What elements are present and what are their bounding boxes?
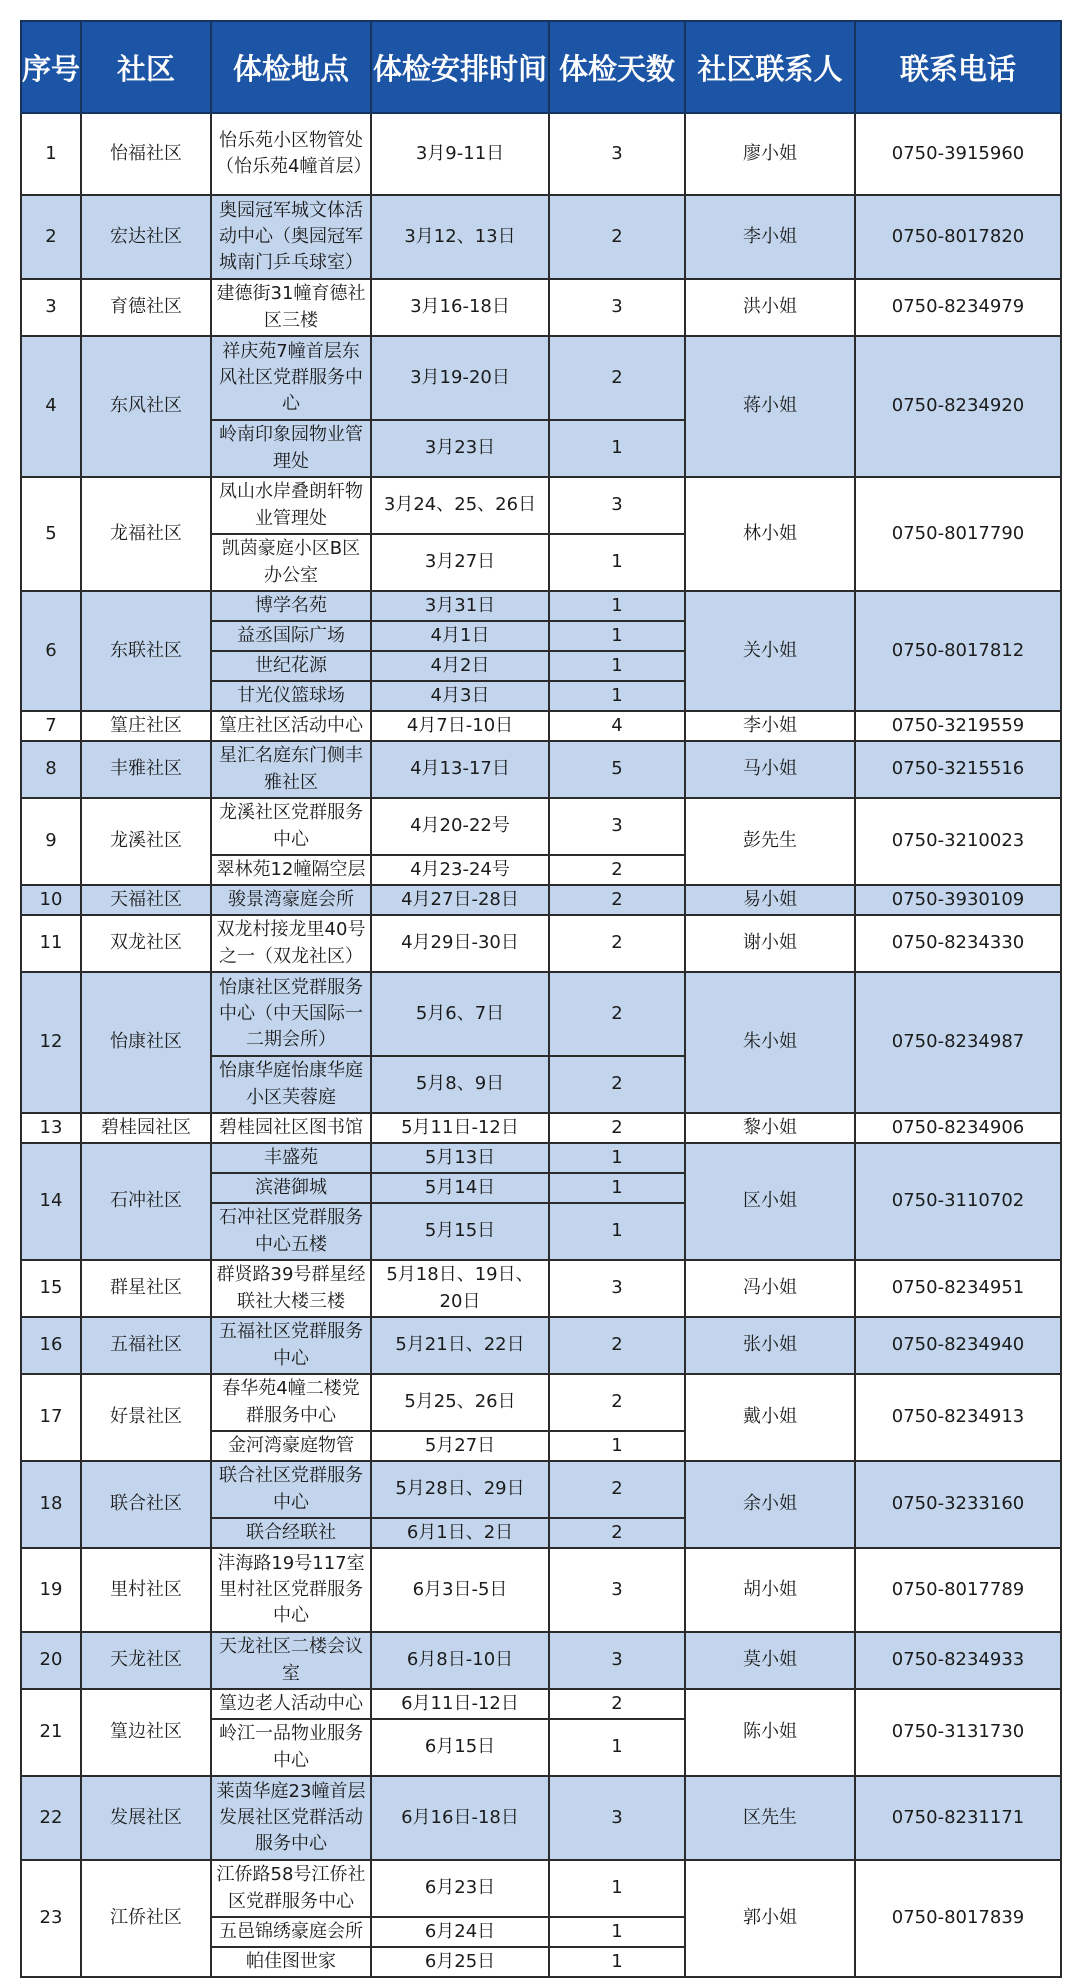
exam-days: 2 <box>549 915 685 972</box>
header-row <box>21 21 1061 113</box>
community-name: 联合社区 <box>81 1461 211 1548</box>
exam-location: 骏景湾豪庭会所 <box>211 885 371 915</box>
exam-location: 丰盛苑 <box>211 1143 371 1173</box>
row-number: 22 <box>21 1776 81 1860</box>
contact-phone: 0750-8017820 <box>855 195 1061 279</box>
exam-location: 甘光仪篮球场 <box>211 681 371 711</box>
table-row <box>21 1374 1061 1431</box>
exam-location: 江侨路58号江侨社区党群服务中心 <box>211 1860 371 1917</box>
table-row <box>21 1689 1061 1719</box>
contact-person: 马小姐 <box>685 741 855 798</box>
exam-location: 岭江一品物业服务中心 <box>211 1719 371 1776</box>
contact-phone: 0750-8017790 <box>855 477 1061 591</box>
contact-person: 彭先生 <box>685 798 855 885</box>
header-time: 体检安排时间 <box>371 21 549 113</box>
exam-days: 3 <box>549 279 685 336</box>
exam-time: 6月1日、2日 <box>371 1518 549 1548</box>
exam-location: 凯茵豪庭小区B区办公室 <box>211 534 371 591</box>
community-name: 丰雅社区 <box>81 741 211 798</box>
exam-time: 3月9-11日 <box>371 113 549 195</box>
row-number: 13 <box>21 1113 81 1143</box>
exam-time: 6月23日 <box>371 1860 549 1917</box>
community-name: 怡康社区 <box>81 972 211 1113</box>
contact-phone: 0750-3233160 <box>855 1461 1061 1548</box>
exam-days: 3 <box>549 798 685 855</box>
row-number: 17 <box>21 1374 81 1461</box>
exam-location: 怡康华庭怡康华庭小区芙蓉庭 <box>211 1056 371 1113</box>
exam-time: 6月16日-18日 <box>371 1776 549 1860</box>
contact-phone: 0750-8234330 <box>855 915 1061 972</box>
exam-location: 怡康社区党群服务中心（中天国际一二期会所） <box>211 972 371 1056</box>
exam-location: 金河湾豪庭物管 <box>211 1431 371 1461</box>
row-number: 5 <box>21 477 81 591</box>
header-phone: 联系电话 <box>855 21 1061 113</box>
exam-location: 祥庆苑7幢首层东风社区党群服务中心 <box>211 336 371 420</box>
contact-person: 区小姐 <box>685 1143 855 1260</box>
schedule-table <box>20 20 1062 1978</box>
community-name: 怡福社区 <box>81 113 211 195</box>
exam-days: 2 <box>549 885 685 915</box>
table-row <box>21 972 1061 1056</box>
exam-days: 1 <box>549 591 685 621</box>
exam-time: 6月8日-10日 <box>371 1632 549 1689</box>
exam-time: 5月21日、22日 <box>371 1317 549 1374</box>
exam-time: 6月24日 <box>371 1917 549 1947</box>
community-name: 东风社区 <box>81 336 211 477</box>
row-number: 15 <box>21 1260 81 1317</box>
exam-days: 1 <box>549 1947 685 1977</box>
table-row <box>21 1632 1061 1689</box>
exam-location: 滨港御城 <box>211 1173 371 1203</box>
exam-days: 3 <box>549 113 685 195</box>
table-row <box>21 279 1061 336</box>
exam-time: 5月28日、29日 <box>371 1461 549 1518</box>
exam-time: 4月29日-30日 <box>371 915 549 972</box>
community-name: 东联社区 <box>81 591 211 711</box>
row-number: 14 <box>21 1143 81 1260</box>
table-row <box>21 798 1061 855</box>
header-location: 体检地点 <box>211 21 371 113</box>
community-name: 育德社区 <box>81 279 211 336</box>
exam-days: 1 <box>549 621 685 651</box>
table-row <box>21 1548 1061 1632</box>
table-row <box>21 336 1061 420</box>
exam-time: 3月12、13日 <box>371 195 549 279</box>
contact-phone: 0750-3215516 <box>855 741 1061 798</box>
table-row <box>21 113 1061 195</box>
header-contact: 社区联系人 <box>685 21 855 113</box>
header-days: 体检天数 <box>549 21 685 113</box>
contact-phone: 0750-3219559 <box>855 711 1061 741</box>
exam-days: 2 <box>549 336 685 420</box>
exam-time: 5月14日 <box>371 1173 549 1203</box>
table-row <box>21 1860 1061 1917</box>
row-number: 3 <box>21 279 81 336</box>
row-number: 2 <box>21 195 81 279</box>
exam-time: 3月16-18日 <box>371 279 549 336</box>
exam-location: 五福社区党群服务中心 <box>211 1317 371 1374</box>
exam-time: 6月11日-12日 <box>371 1689 549 1719</box>
exam-location: 莱茵华庭23幢首层发展社区党群活动服务中心 <box>211 1776 371 1860</box>
exam-days: 2 <box>549 972 685 1056</box>
exam-days: 2 <box>549 1113 685 1143</box>
exam-days: 1 <box>549 1143 685 1173</box>
community-name: 篁庄社区 <box>81 711 211 741</box>
contact-person: 易小姐 <box>685 885 855 915</box>
exam-days: 1 <box>549 420 685 477</box>
contact-person: 谢小姐 <box>685 915 855 972</box>
exam-location: 建德街31幢育德社区三楼 <box>211 279 371 336</box>
exam-time: 3月31日 <box>371 591 549 621</box>
exam-location: 联合经联社 <box>211 1518 371 1548</box>
exam-location: 碧桂园社区图书馆 <box>211 1113 371 1143</box>
contact-person: 余小姐 <box>685 1461 855 1548</box>
exam-days: 2 <box>549 855 685 885</box>
contact-person: 关小姐 <box>685 591 855 711</box>
exam-location: 奥园冠军城文体活动中心（奥园冠军城南门乒乓球室） <box>211 195 371 279</box>
contact-phone: 0750-8234987 <box>855 972 1061 1113</box>
contact-phone: 0750-8017839 <box>855 1860 1061 1977</box>
contact-person: 李小姐 <box>685 711 855 741</box>
table-row <box>21 711 1061 741</box>
row-number: 6 <box>21 591 81 711</box>
exam-time: 5月8、9日 <box>371 1056 549 1113</box>
exam-time: 4月23-24号 <box>371 855 549 885</box>
exam-days: 3 <box>549 1260 685 1317</box>
contact-phone: 0750-3210023 <box>855 798 1061 885</box>
exam-days: 1 <box>549 1203 685 1260</box>
contact-person: 黎小姐 <box>685 1113 855 1143</box>
table-row <box>21 885 1061 915</box>
row-number: 18 <box>21 1461 81 1548</box>
exam-days: 1 <box>549 1917 685 1947</box>
row-number: 11 <box>21 915 81 972</box>
contact-person: 戴小姐 <box>685 1374 855 1461</box>
contact-phone: 0750-3110702 <box>855 1143 1061 1260</box>
exam-time: 3月19-20日 <box>371 336 549 420</box>
table-row <box>21 1260 1061 1317</box>
table-row <box>21 195 1061 279</box>
contact-person: 蒋小姐 <box>685 336 855 477</box>
exam-location: 怡乐苑小区物管处（怡乐苑4幢首层） <box>211 113 371 195</box>
contact-person: 李小姐 <box>685 195 855 279</box>
contact-person: 朱小姐 <box>685 972 855 1113</box>
exam-time: 6月25日 <box>371 1947 549 1977</box>
exam-time: 4月2日 <box>371 651 549 681</box>
exam-location: 篁边老人活动中心 <box>211 1689 371 1719</box>
header-community: 社区 <box>81 21 211 113</box>
contact-phone: 0750-3930109 <box>855 885 1061 915</box>
exam-time: 5月15日 <box>371 1203 549 1260</box>
exam-location: 凤山水岸叠朗轩物业管理处 <box>211 477 371 534</box>
community-name: 宏达社区 <box>81 195 211 279</box>
exam-time: 6月3日-5日 <box>371 1548 549 1632</box>
contact-phone: 0750-8234979 <box>855 279 1061 336</box>
exam-location: 五邑锦绣豪庭会所 <box>211 1917 371 1947</box>
exam-time: 4月7日-10日 <box>371 711 549 741</box>
exam-days: 1 <box>549 1860 685 1917</box>
contact-person: 冯小姐 <box>685 1260 855 1317</box>
table-row <box>21 1113 1061 1143</box>
contact-phone: 0750-3915960 <box>855 113 1061 195</box>
exam-days: 1 <box>549 1431 685 1461</box>
contact-person: 洪小姐 <box>685 279 855 336</box>
table-header <box>21 21 1061 113</box>
exam-location: 帕佳图世家 <box>211 1947 371 1977</box>
exam-location: 春华苑4幢二楼党群服务中心 <box>211 1374 371 1431</box>
exam-location: 岭南印象园物业管理处 <box>211 420 371 477</box>
community-name: 好景社区 <box>81 1374 211 1461</box>
contact-person: 郭小姐 <box>685 1860 855 1977</box>
exam-location: 篁庄社区活动中心 <box>211 711 371 741</box>
exam-days: 4 <box>549 711 685 741</box>
row-number: 1 <box>21 113 81 195</box>
row-number: 20 <box>21 1632 81 1689</box>
row-number: 4 <box>21 336 81 477</box>
community-name: 五福社区 <box>81 1317 211 1374</box>
exam-time: 4月3日 <box>371 681 549 711</box>
contact-person: 廖小姐 <box>685 113 855 195</box>
table-row <box>21 477 1061 534</box>
exam-time: 3月24、25、26日 <box>371 477 549 534</box>
exam-location: 博学名苑 <box>211 591 371 621</box>
contact-phone: 0750-8017812 <box>855 591 1061 711</box>
table-row <box>21 1776 1061 1860</box>
exam-days: 3 <box>549 1632 685 1689</box>
exam-time: 4月1日 <box>371 621 549 651</box>
exam-days: 3 <box>549 1776 685 1860</box>
exam-time: 5月25、26日 <box>371 1374 549 1431</box>
table-row <box>21 741 1061 798</box>
community-name: 天福社区 <box>81 885 211 915</box>
exam-time: 5月27日 <box>371 1431 549 1461</box>
exam-location: 双龙村接龙里40号之一（双龙社区） <box>211 915 371 972</box>
table-row <box>21 915 1061 972</box>
contact-person: 莫小姐 <box>685 1632 855 1689</box>
exam-days: 2 <box>549 1056 685 1113</box>
exam-days: 3 <box>549 1548 685 1632</box>
exam-time: 4月13-17日 <box>371 741 549 798</box>
contact-person: 林小姐 <box>685 477 855 591</box>
exam-days: 2 <box>549 1461 685 1518</box>
contact-phone: 0750-8234933 <box>855 1632 1061 1689</box>
table-row <box>21 1461 1061 1518</box>
contact-person: 张小姐 <box>685 1317 855 1374</box>
table-row <box>21 1317 1061 1374</box>
row-number: 23 <box>21 1860 81 1977</box>
exam-days: 5 <box>549 741 685 798</box>
row-number: 16 <box>21 1317 81 1374</box>
exam-days: 2 <box>549 1689 685 1719</box>
exam-time: 4月27日-28日 <box>371 885 549 915</box>
exam-days: 3 <box>549 477 685 534</box>
exam-days: 2 <box>549 1518 685 1548</box>
contact-phone: 0750-3131730 <box>855 1689 1061 1776</box>
exam-days: 1 <box>549 534 685 591</box>
community-name: 江侨社区 <box>81 1860 211 1977</box>
exam-days: 2 <box>549 1317 685 1374</box>
header-number: 序号 <box>21 21 81 113</box>
exam-days: 1 <box>549 1719 685 1776</box>
exam-days: 1 <box>549 681 685 711</box>
exam-time: 5月18日、19日、20日 <box>371 1260 549 1317</box>
community-name: 群星社区 <box>81 1260 211 1317</box>
exam-location: 沣海路19号117室里村社区党群服务中心 <box>211 1548 371 1632</box>
exam-time: 3月23日 <box>371 420 549 477</box>
contact-person: 区先生 <box>685 1776 855 1860</box>
table-body <box>21 113 1061 1977</box>
community-name: 碧桂园社区 <box>81 1113 211 1143</box>
exam-days: 2 <box>549 1374 685 1431</box>
exam-time: 6月15日 <box>371 1719 549 1776</box>
contact-phone: 0750-8234940 <box>855 1317 1061 1374</box>
community-name: 天龙社区 <box>81 1632 211 1689</box>
row-number: 10 <box>21 885 81 915</box>
exam-time: 4月20-22号 <box>371 798 549 855</box>
contact-phone: 0750-8234913 <box>855 1374 1061 1461</box>
exam-location: 群贤路39号群星经联社大楼三楼 <box>211 1260 371 1317</box>
exam-time: 5月11日-12日 <box>371 1113 549 1143</box>
exam-time: 5月13日 <box>371 1143 549 1173</box>
community-name: 里村社区 <box>81 1548 211 1632</box>
table-row <box>21 591 1061 621</box>
row-number: 8 <box>21 741 81 798</box>
exam-location: 星汇名庭东门侧丰雅社区 <box>211 741 371 798</box>
exam-days: 1 <box>549 651 685 681</box>
exam-days: 1 <box>549 1173 685 1203</box>
community-name: 龙溪社区 <box>81 798 211 885</box>
contact-phone: 0750-8234906 <box>855 1113 1061 1143</box>
contact-phone: 0750-8234951 <box>855 1260 1061 1317</box>
community-name: 石冲社区 <box>81 1143 211 1260</box>
exam-location: 翠林苑12幢隔空层 <box>211 855 371 885</box>
exam-time: 3月27日 <box>371 534 549 591</box>
exam-location: 益丞国际广场 <box>211 621 371 651</box>
community-name: 发展社区 <box>81 1776 211 1860</box>
row-number: 21 <box>21 1689 81 1776</box>
row-number: 12 <box>21 972 81 1113</box>
table-row <box>21 1143 1061 1173</box>
row-number: 9 <box>21 798 81 885</box>
exam-location: 世纪花源 <box>211 651 371 681</box>
community-name: 篁边社区 <box>81 1689 211 1776</box>
contact-person: 陈小姐 <box>685 1689 855 1776</box>
exam-location: 石冲社区党群服务中心五楼 <box>211 1203 371 1260</box>
exam-location: 联合社区党群服务中心 <box>211 1461 371 1518</box>
contact-phone: 0750-8234920 <box>855 336 1061 477</box>
exam-time: 5月6、7日 <box>371 972 549 1056</box>
row-number: 19 <box>21 1548 81 1632</box>
row-number: 7 <box>21 711 81 741</box>
exam-days: 2 <box>549 195 685 279</box>
contact-phone: 0750-8231171 <box>855 1776 1061 1860</box>
contact-person: 胡小姐 <box>685 1548 855 1632</box>
contact-phone: 0750-8017789 <box>855 1548 1061 1632</box>
exam-location: 龙溪社区党群服务中心 <box>211 798 371 855</box>
community-name: 双龙社区 <box>81 915 211 972</box>
exam-location: 天龙社区二楼会议室 <box>211 1632 371 1689</box>
community-name: 龙福社区 <box>81 477 211 591</box>
